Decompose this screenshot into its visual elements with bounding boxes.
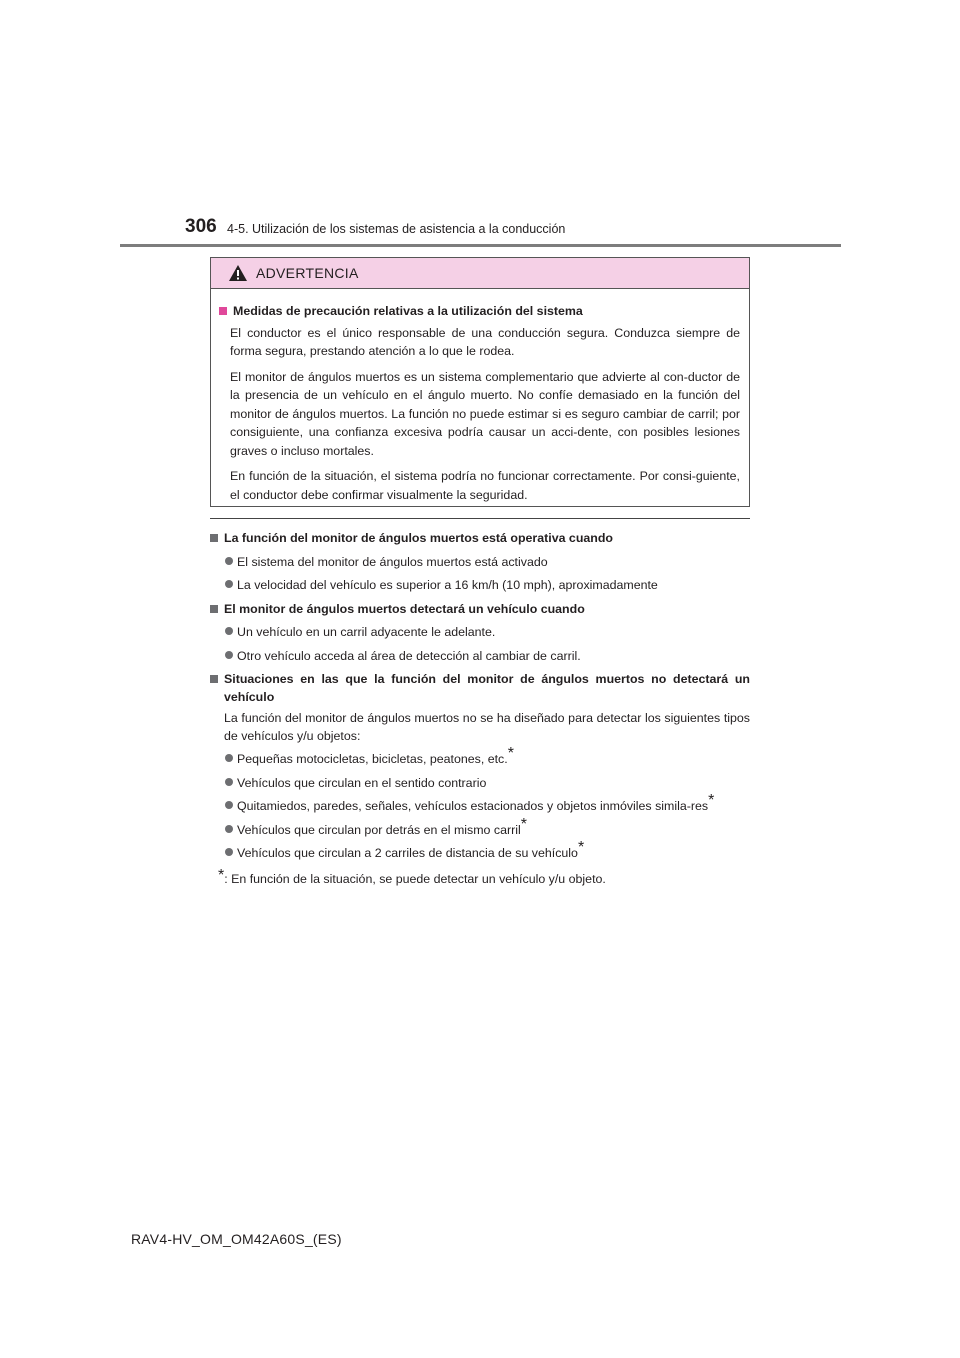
warning-header — [211, 258, 749, 289]
list-item — [225, 648, 750, 666]
warning-section-title: Medidas de precaución relativas a la utilización del sistema — [233, 304, 583, 318]
footnote-text: : En función de la situación, se puede detectar un vehículo y/u objeto. — [224, 871, 606, 886]
warning-paragraph: En función de la situación, el sistema podría no funcionar correctamente. Por consi-guiente, el conductor debe confirmar visualmente la seguridad. — [230, 469, 740, 502]
asterisk-mark: * — [708, 792, 715, 809]
footnote — [218, 866, 750, 889]
bullet-dot-icon — [225, 651, 233, 659]
warning-paragraph: El monitor de ángulos muertos es un sistema complementario que advierte al con-ductor de la presencia de un vehículo en el ángulo muerto. No confíe demasiado en la función del monitor de ángulos muertos. La función no puede estimar si es seguro cambiar de carril; por consiguiente, una confianza excesiva podría causar un acci-dente, con posibles lesiones graves o incluso mortales. — [230, 369, 740, 458]
section-intro: La función del monitor de ángulos muertos no se ha diseñado para detectar los siguientes tipos de vehículos y/u objetos: — [224, 711, 750, 743]
warning-title: ADVERTENCIA — [256, 265, 359, 281]
list-item-text: Vehículos que circulan en el sentido contrario — [237, 775, 487, 790]
list-item — [225, 792, 750, 816]
list-item — [225, 554, 750, 572]
list-item — [225, 745, 750, 769]
bullet-dot-icon — [225, 754, 233, 762]
main-content — [210, 526, 750, 888]
list-item — [225, 775, 750, 793]
bullet-dot-icon — [225, 778, 233, 786]
warning-triangle-icon — [228, 264, 248, 282]
section-heading — [210, 601, 750, 619]
warning-body — [211, 289, 749, 504]
list-item-text: Otro vehículo acceda al área de detección al cambiar de carril. — [237, 648, 581, 663]
warning-box — [210, 257, 750, 507]
asterisk-mark: * — [520, 815, 527, 833]
grey-square-icon — [210, 605, 218, 613]
bullet-dot-icon — [225, 580, 233, 588]
grey-square-icon — [210, 675, 218, 683]
bullet-dot-icon — [225, 848, 233, 856]
bullet-dot-icon — [225, 801, 233, 809]
list-item — [225, 577, 750, 595]
section-divider — [210, 518, 750, 519]
list-item — [225, 815, 750, 840]
pink-square-icon — [219, 307, 227, 315]
section-heading — [210, 671, 750, 706]
bullet-dot-icon — [225, 557, 233, 565]
section-title: La función del monitor de ángulos muertos está operativa cuando — [224, 531, 613, 545]
section-title: Situaciones en las que la función del monitor de ángulos muertos no detectará un vehículo — [224, 672, 750, 704]
list-item-text: Pequeñas motocicletas, bicicletas, peatones, etc.* — [237, 745, 514, 766]
page-number: 306 — [185, 216, 217, 237]
section-heading — [210, 530, 750, 548]
list-item-text: Quitamiedos, paredes, señales, vehículos estacionados y objetos inmóviles simila-res* — [237, 792, 715, 813]
section-title: El monitor de ángulos muertos detectará un vehículo cuando — [224, 601, 585, 616]
list-item-text: La velocidad del vehículo es superior a 16 km/h (10 mph), aproximadamente — [237, 578, 658, 592]
warning-paragraph: El conductor es el único responsable de una conducción segura. Conduzca siempre de forma segura, prestando atención a lo que le rodea. — [230, 325, 740, 358]
list-item-text: Vehículos que circulan a 2 carriles de distancia de su vehículo* — [237, 839, 585, 860]
chapter-title: 4-5. Utilización de los sistemas de asistencia a la conducción — [227, 222, 566, 236]
list-item-text: Un vehículo en un carril adyacente le adelante. — [237, 625, 496, 639]
asterisk-mark: * — [507, 745, 514, 762]
header-rule — [120, 244, 841, 247]
bullet-dot-icon — [225, 825, 233, 833]
warning-section-heading — [219, 302, 740, 321]
list-item-text: Vehículos que circulan por detrás en el mismo carril* — [237, 815, 527, 837]
list-item — [225, 624, 750, 642]
document-code: RAV4-HV_OM_OM42A60S_(ES) — [131, 1231, 342, 1247]
bullet-dot-icon — [225, 627, 233, 635]
footnote-asterisk: * — [218, 866, 225, 884]
grey-square-icon — [210, 534, 218, 542]
list-item-text: El sistema del monitor de ángulos muertos está activado — [237, 554, 548, 569]
list-item — [225, 839, 750, 863]
asterisk-mark: * — [577, 839, 585, 856]
